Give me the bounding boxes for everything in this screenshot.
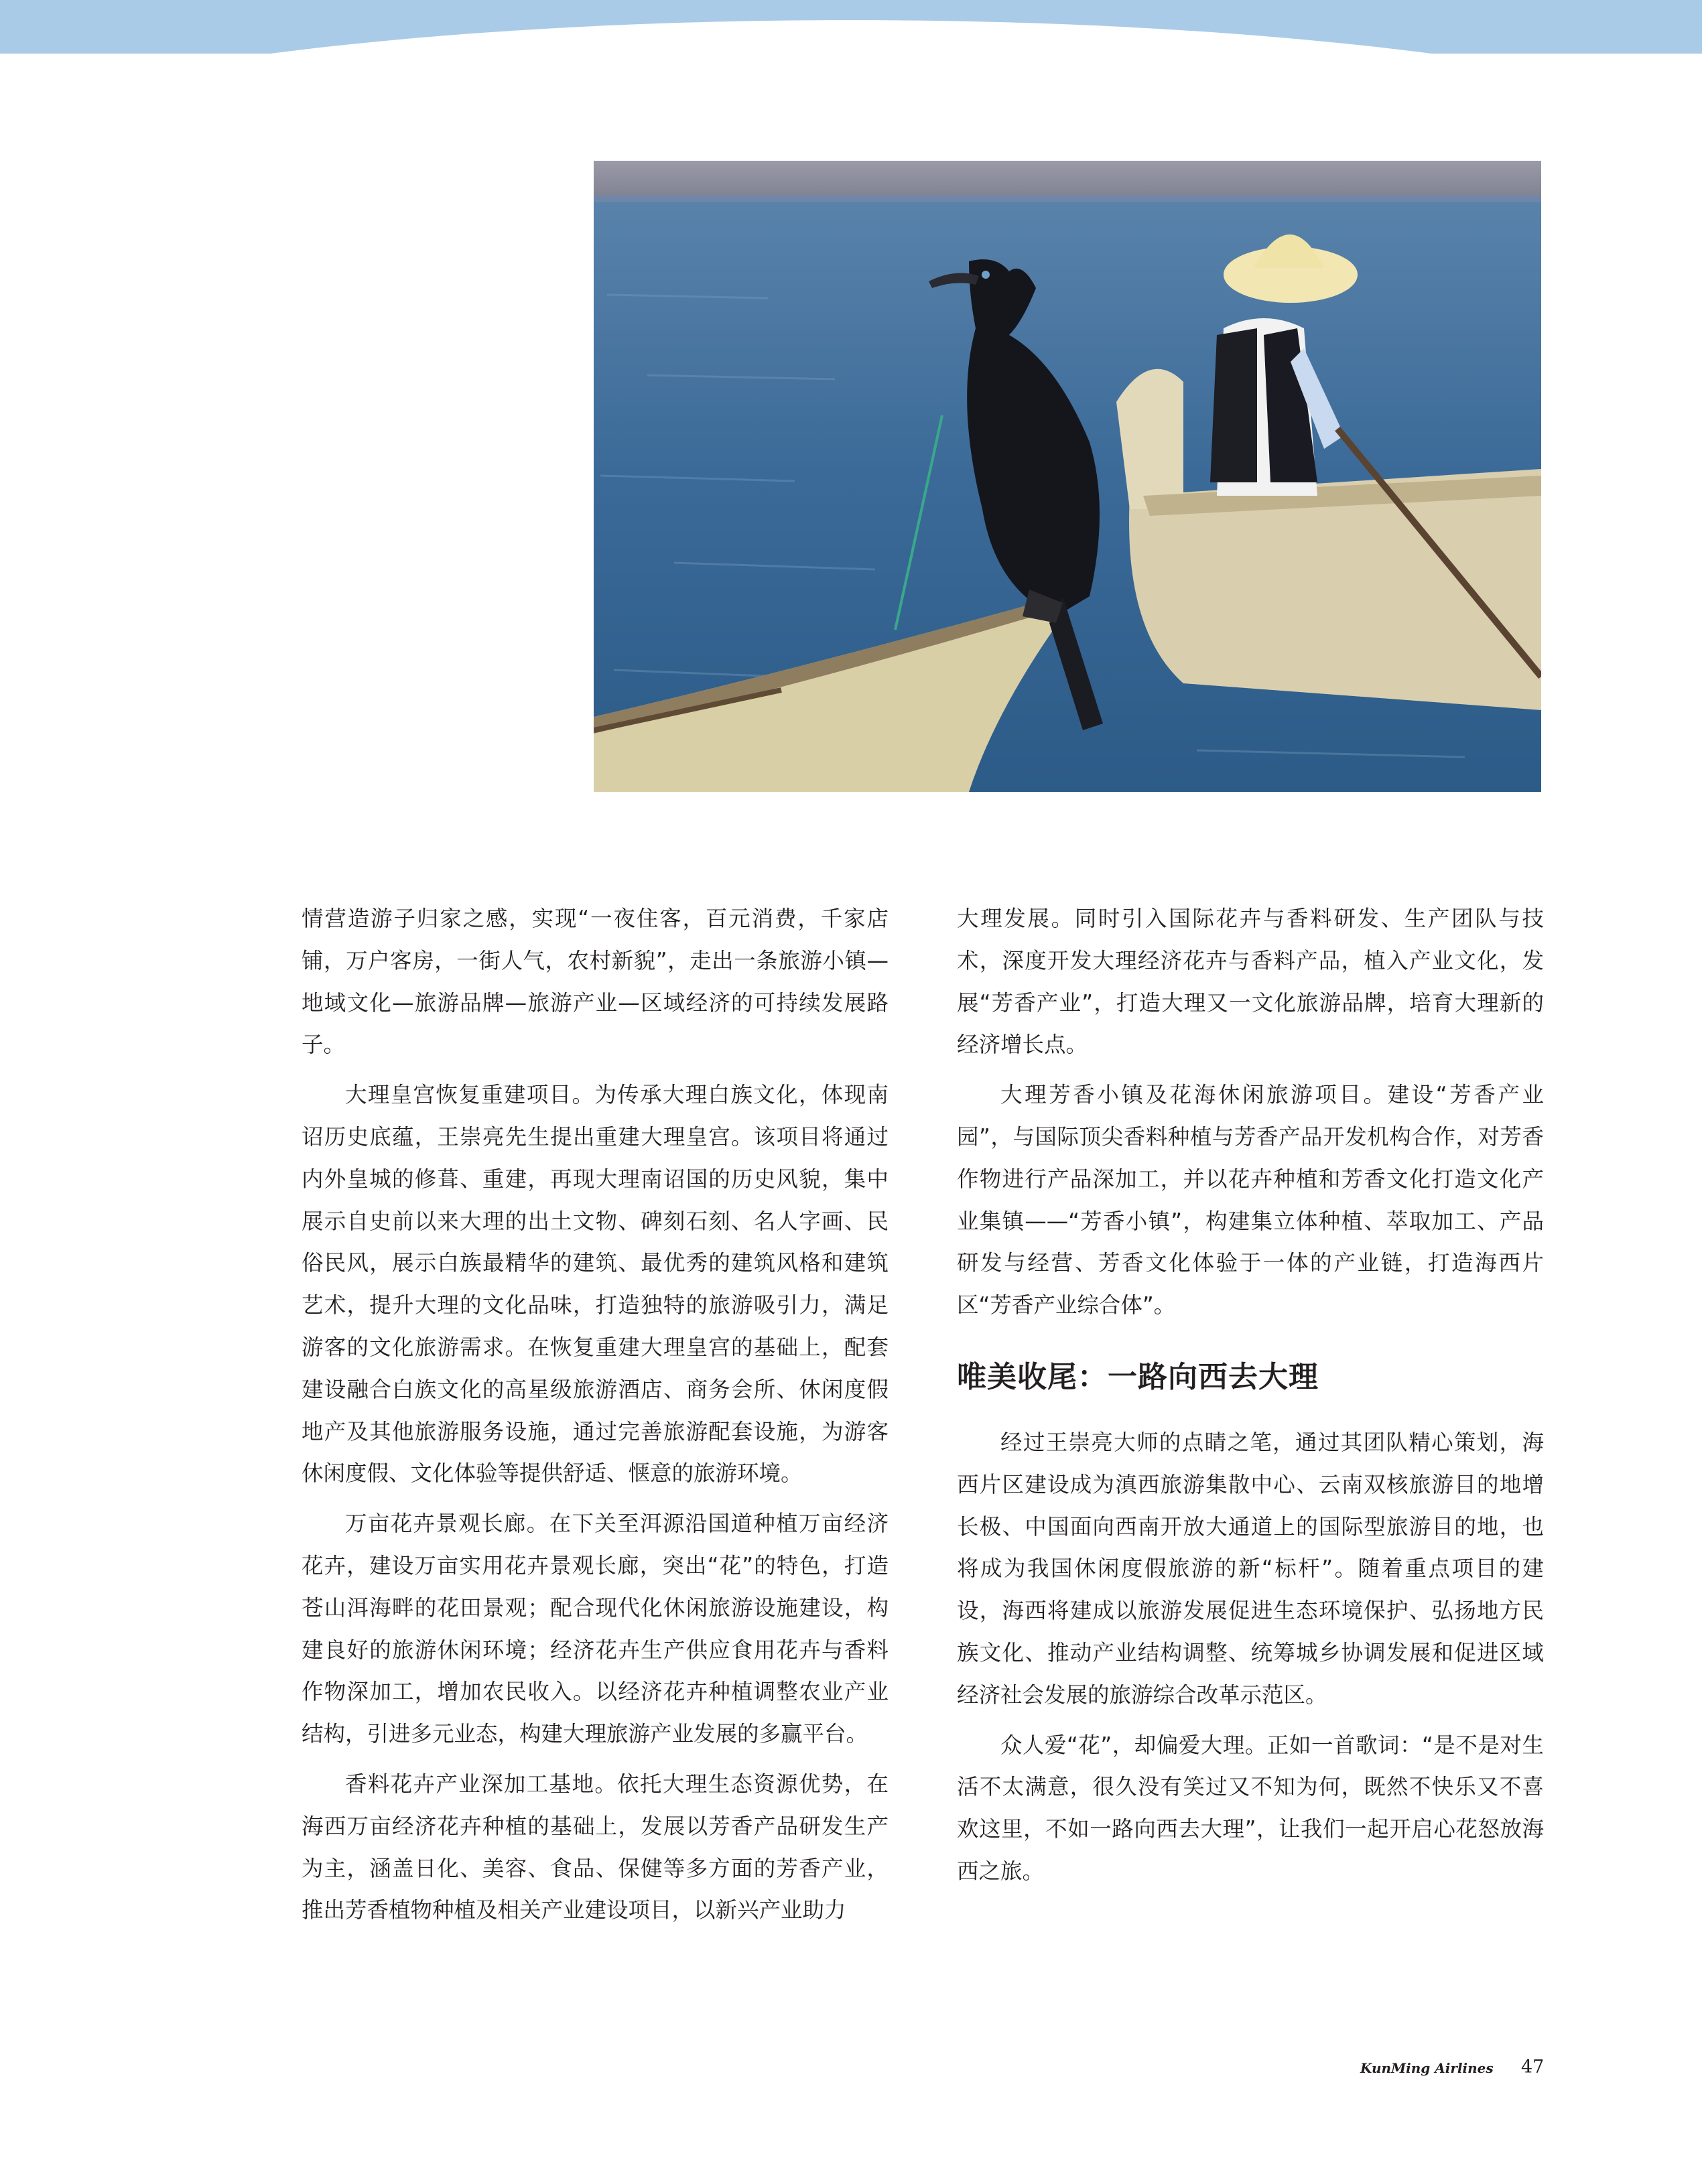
section-heading: 唯美收尾：一路向西去大理	[957, 1359, 1319, 1394]
body-paragraph: 情营造游子归家之感，实现“一夜住客，百元消费，千家店铺，万户客房，一街人气，农村新貌”，走出一条旅游小镇—地域文化—旅游品牌—旅游产业—区域经济的可持续发展路子。	[302, 906, 889, 1058]
body-paragraph: 经过王崇亮大师的点睛之笔，通过其团队精心策划，海西片区建设成为滇西旅游集散中心、云南双核旅游目的地增长极、中国面向西南开放大通道上的国际型旅游目的地，也将成为我国休闲度假旅游的新“标杆”。随着重点项目的建设，海西将建成以旅游发展促进生态环境保护、弘扬地方民族文化、推动产业结构调整、统筹城乡协调发展和促进区域经济社会发展的旅游综合改革示范区。	[957, 1429, 1544, 1708]
body-paragraph: 香料花卉产业深加工基地。依托大理生态资源优势，在海西万亩经济花卉种植的基础上，发展以芳香产品研发生产为主，涵盖日化、美容、食品、保健等多方面的芳香产业，推出芳香植物种植及相关产业建设项目，以新兴产业助力	[302, 1771, 889, 1923]
body-paragraph: 大理皇宫恢复重建项目。为传承大理白族文化，体现南诏历史底蕴，王崇亮先生提出重建大理皇宫。该项目将通过内外皇城的修葺、重建，再现大理南诏国的历史风貌，集中展示自史前以来大理的出土文物、碑刻石刻、名人字画、民俗民风，展示白族最精华的建筑、最优秀的建筑风格和建筑艺术，提升大理的文化品味，打造独特的旅游吸引力，满足游客的文化旅游需求。在恢复重建大理皇宫的基础上，配套建设融合白族文化的高星级旅游酒店、商务会所、休闲度假地产及其他旅游服务设施，通过完善旅游配套设施，为游客休闲度假、文化体验等提供舒适、惬意的旅游环境。	[302, 1082, 889, 1487]
body-paragraph: 众人爱“花”，却偏爱大理。正如一首歌词：“是不是对生活不太满意，很久没有笑过又不知为何，既然不快乐又不喜欢这里，不如一路向西去大理”，让我们一起开启心花怒放海西之旅。	[957, 1732, 1544, 1884]
page-number: 47	[1521, 2057, 1545, 2077]
body-paragraph: 大理发展。同时引入国际花卉与香料研发、生产团队与技术，深度开发大理经济花卉与香料产品，植入产业文化，发展“芳香产业”，打造大理又一文化旅游品牌，培育大理新的经济增长点。	[957, 906, 1544, 1058]
right-text-column	[957, 898, 1544, 1901]
body-paragraph: 万亩花卉景观长廊。在下关至洱源沿国道种植万亩经济花卉，建设万亩实用花卉景观长廊，突出“花”的特色，打造苍山洱海畔的花田景观；配合现代化休闲旅游设施建设，构建良好的旅游休闲环境；经济花卉生产供应食用花卉与香料作物深加工，增加农民收入。以经济花卉种植调整农业产业结构，引进多元业态，构建大理旅游产业发展的多赢平台。	[302, 1511, 889, 1747]
footer-brand: KunMing Airlines	[1360, 2060, 1494, 2076]
body-paragraph: 大理芳香小镇及花海休闲旅游项目。建设“芳香产业园”，与国际顶尖香料种植与芳香产品开发机构合作，对芳香作物进行产品深加工，并以花卉种植和芳香文化打造文化产业集镇——“芳香小镇”，构建集立体种植、萃取加工、产品研发与经营、芳香文化体验于一体的产业链，打造海西片区“芳香产业综合体”。	[957, 1082, 1544, 1318]
cormorant-fishing-photo	[594, 161, 1541, 792]
cormorant-on-boat-icon	[594, 161, 1541, 792]
left-text-column	[302, 898, 889, 1939]
